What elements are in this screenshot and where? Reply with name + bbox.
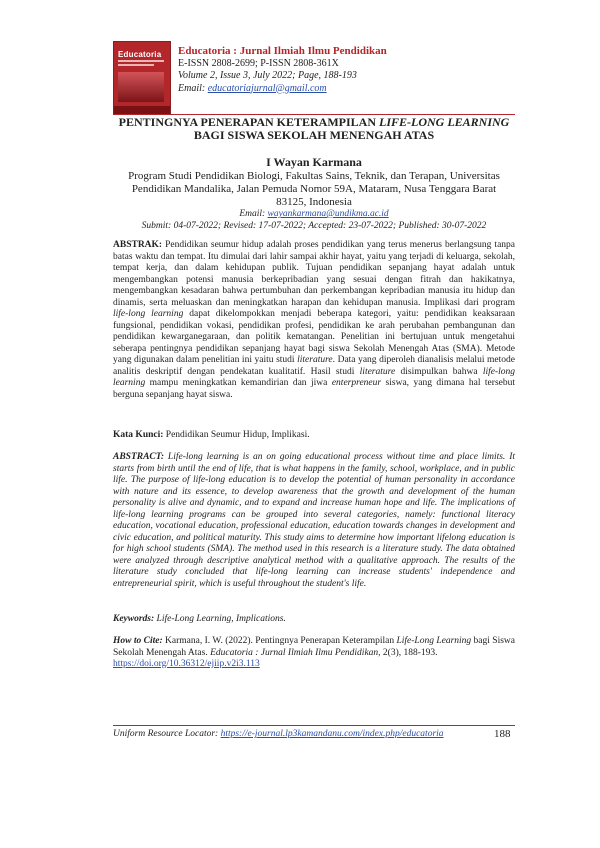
article-dates: Submit: 04-07-2022; Revised: 17-07-2022; Accepted: 23-07-2022; Published: 30-07-2022: [141, 221, 487, 231]
kata-kunci-label: Kata Kunci:: [113, 430, 164, 440]
article-author: I Wayan Karmana: [266, 155, 362, 169]
journal-email-line: Email: educatoriajurnal@gmail.com: [178, 82, 327, 94]
abstract-paragraph: ABSTRACT: Life-long learning is an on going educational process without time and place limits. It starts from birth until the end of life, that is what happens in the family, school, workplace, and in public life. The purpose of life-long education is to develop the potential of human personality in accordance with nature and its essence, to develop awareness that the growth and development of the human personality is alive and dynamic, and to expand and increase human hope and life. The implications of life-long learning programs can be grouped into several categories, namely: functional literacy education, vocational education, professional education, education towards changes in development and civic education, and political maturity. This study aims to determine how important lifelong education is for high school students (SMA). The method used in this research is a literature study. The data obtained were analyzed through descriptive analytical method with a qualitative approach. The results of the literature study concluded that life-long learning can increase students' independence and entrepreneurial spirit, which is useful throughout the student's life.: [113, 452, 515, 589]
journal-email-link[interactable]: educatoriajurnal@gmail.com: [207, 82, 327, 94]
citation-paragraph: How to Cite: Karmana, I. W. (2022). Pentingnya Penerapan Keterampilan Life-Long Learning bagi Siswa Sekolah Menengah Atas. Educatoria : Jurnal Ilmiah Ilmu Pendidikan, 2(3), 188-193. https://doi.org/10.36312/ejiip.v2i3.113: [113, 636, 515, 669]
keywords-line: Keywords: Life-Long Learning, Implications.: [113, 614, 286, 624]
journal-url-link[interactable]: https://e-journal.lp3kamandanu.com/index.php/educatoria: [220, 729, 444, 739]
journal-volume: Volume 2, Issue 3, July 2022; Page, 188-193: [178, 70, 357, 81]
journal-info: [178, 45, 387, 95]
journal-issn: E-ISSN 2808-2699; P-ISSN 2808-361X: [178, 57, 339, 69]
page-number: 188: [494, 728, 511, 740]
journal-cover-logo: Educatoria: [118, 50, 162, 59]
footer-url-line: Uniform Resource Locator: https://e-journal.lp3kamandanu.com/index.php/educatoria: [113, 729, 444, 739]
abstract-label: ABSTRACT:: [113, 452, 165, 462]
article-title: PENTINGNYA PENERAPAN KETERAMPILAN LIFE-LONG LEARNING BAGI SISWA SEKOLAH MENENGAH ATAS: [118, 115, 510, 142]
abstrak-label: ABSTRAK:: [113, 240, 163, 250]
abstrak-paragraph: ABSTRAK: Pendidikan seumur hidup adalah proses pendidikan yang terus menerus berlangsung tanpa batas waktu dan tempat. Itu dimulai dari lahir sampai akhir hayat, yaitu yang terjadi di keluarga, sekolah, tempat kerja, dan dalam kehidupan publik. Tujuan pendidikan sepanjang hayat adalah untuk mengembangkan potensi manusia berkepribadian yang sesuai dengan fitrah dan hakikatnya, mengembangkan kesadaran bahwa pertumbuhan dan perkembangan kepribadian manusia itu hidup dan dinamis, serta meluaskan dan meningkatkan harapan dan kehidupan manusia. Implikasi dari program life-long learning dapat dikelompokkan menjadi beberapa kategori, yaitu: pendidikan keaksaraan fungsional, pendidikan vokasi, pendidikan profesi, pendidikan ke arah perubahan pembangunan dan pendidikan kewarganegaraan, dan politik kematangan. Penelitian ini bertujuan untuk mengetahui seberapa pentingnya pendidikan sepanjang hayat bagi siswa Sekolah Menengah Atas (SMA). Metode yang digunakan dalam penelitian ini yaitu studi literature. Data yang diperoleh dianalisis melalui metode analitis deskriptif dengan pendekatan kualitatif. Hasil studi literature disimpulkan bahwa life-long learning mampu meningkatkan kemandirian dan jiwa enterpreneur siswa, yang dimana hal tersebut berguna sepanjang hayat siswa.: [113, 240, 516, 400]
author-affiliation: Program Studi Pendidikan Biologi, Fakultas Sains, Teknik, dan Terapan, Universitas Pendidikan Mandalika, Jalan Pemuda Nomor 59A, Mataram, Nusa Tenggara Barat 83125, Indonesia: [128, 170, 500, 208]
author-email-line: Email: wayankarmana@undikma.ac.id: [239, 209, 389, 219]
keywords-label: Keywords:: [113, 614, 155, 624]
journal-cover-image: [113, 41, 171, 115]
author-email-link[interactable]: wayankarmana@undikma.ac.id: [267, 209, 389, 219]
citation-label: How to Cite:: [113, 636, 163, 646]
journal-name: Educatoria : Jurnal Ilmiah Ilmu Pendidikan: [178, 45, 387, 57]
kata-kunci-line: Kata Kunci: Pendidikan Seumur Hidup, Implikasi.: [113, 430, 310, 440]
doi-link[interactable]: https://doi.org/10.36312/ejiip.v2i3.113: [113, 659, 260, 669]
footer-divider: [113, 725, 515, 726]
